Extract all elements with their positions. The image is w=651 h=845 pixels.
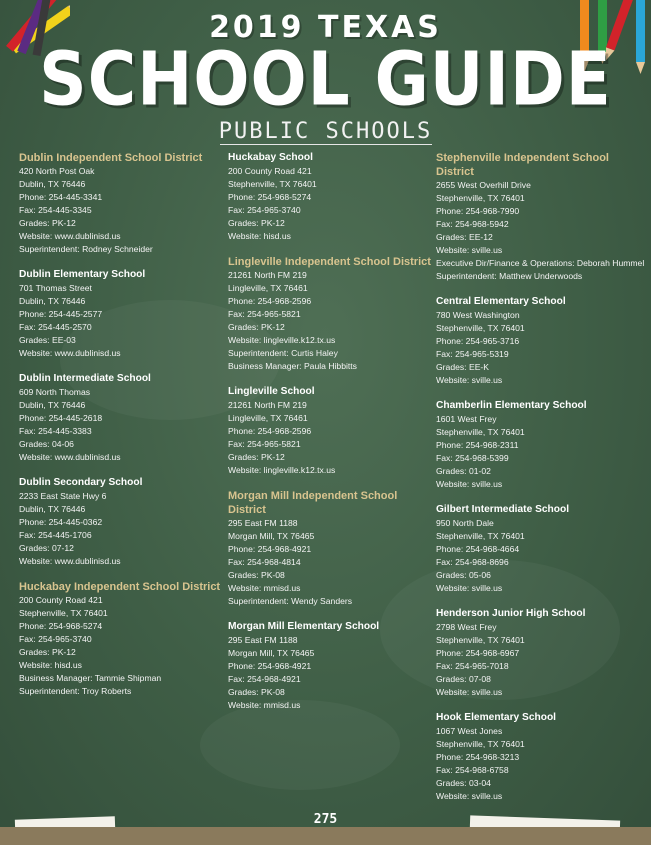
contact-line: Superintendent: Curtis Haley: [228, 348, 338, 358]
phone-line: Phone: 254-445-3341: [19, 192, 103, 202]
fax-line: Fax: 254-968-8696: [436, 557, 509, 567]
district-entry: [228, 255, 433, 373]
phone-line: Phone: 254-968-4921: [228, 661, 312, 671]
grades-line: Grades: PK-12: [228, 452, 285, 462]
school-name: Central Elementary School: [436, 296, 566, 307]
city-line: Stephenville, TX 76401: [436, 739, 525, 749]
website-line: Website: www.dublinisd.us: [19, 348, 121, 358]
fax-line: Fax: 254-965-5821: [228, 309, 301, 319]
district-name: Morgan Mill Independent School District: [228, 490, 398, 516]
school-entry: [19, 476, 224, 568]
fax-line: Fax: 254-965-5319: [436, 349, 509, 359]
website-line: Website: sville.us: [436, 791, 503, 801]
contact-line: Business Manager: Tammie Shipman: [19, 673, 162, 683]
phone-line: Phone: 254-968-5274: [228, 192, 312, 202]
website-line: Website: sville.us: [436, 583, 503, 593]
grades-line: Grades: PK-12: [228, 218, 285, 228]
school-name: Henderson Junior High School: [436, 608, 586, 619]
city-line: Stephenville, TX 76401: [436, 323, 525, 333]
grades-line: Grades: 05-06: [436, 570, 491, 580]
phone-line: Phone: 254-965-3716: [436, 336, 520, 346]
website-line: Website: hisd.us: [228, 231, 291, 241]
fax-line: Fax: 254-965-3740: [19, 634, 92, 644]
directory-column-2: [228, 151, 433, 724]
phone-line: Phone: 254-445-2577: [19, 309, 103, 319]
school-entry: [436, 503, 646, 595]
school-name: Gilbert Intermediate School: [436, 504, 570, 515]
city-line: Stephenville, TX 76401: [436, 635, 525, 645]
address-line: 295 East FM 1188: [228, 518, 298, 528]
fax-line: Fax: 254-968-5942: [436, 219, 509, 229]
district-name: Huckabay Independent School District: [19, 581, 221, 593]
phone-line: Phone: 254-968-2311: [436, 440, 519, 450]
city-line: Dublin, TX 76446: [19, 179, 86, 189]
grades-line: Grades: 07-08: [436, 674, 491, 684]
fax-line: Fax: 254-965-3740: [228, 205, 301, 215]
address-line: 609 North Thomas: [19, 387, 91, 397]
school-entry: [436, 295, 646, 387]
address-line: 21261 North FM 219: [228, 400, 307, 410]
website-line: Website: sville.us: [436, 375, 503, 385]
district-name: Stephenville Independent School District: [436, 152, 609, 178]
section-subtitle: PUBLIC SCHOOLS: [218, 119, 433, 144]
address-line: 1067 West Jones: [436, 726, 503, 736]
phone-line: Phone: 254-968-6967: [436, 648, 520, 658]
district-entry: [228, 489, 433, 608]
grades-line: Grades: EE-K: [436, 362, 490, 372]
grades-line: Grades: 03-04: [436, 778, 491, 788]
contact-line: Superintendent: Rodney Schneider: [19, 244, 153, 254]
contact-line: Executive Dir/Finance & Operations: Deborah Hummel: [436, 258, 645, 268]
school-name: Hook Elementary School: [436, 712, 557, 723]
website-line: Website: mmisd.us: [228, 583, 301, 593]
website-line: Website: sville.us: [436, 687, 503, 697]
fax-line: Fax: 254-968-4814: [228, 557, 301, 567]
website-line: Website: lingleville.k12.tx.us: [228, 335, 336, 345]
fax-line: Fax: 254-965-5821: [228, 439, 301, 449]
school-name: Dublin Secondary School: [19, 477, 143, 488]
website-line: Website: mmisd.us: [228, 700, 301, 710]
address-line: 701 Thomas Street: [19, 283, 92, 293]
school-name: Morgan Mill Elementary School: [228, 621, 380, 632]
city-line: Stephenville, TX 76401: [436, 531, 525, 541]
school-name: Lingleville School: [228, 386, 315, 397]
district-name: Dublin Independent School District: [19, 152, 203, 164]
grades-line: Grades: PK-08: [228, 570, 285, 580]
district-entry: [19, 580, 224, 698]
website-line: Website: hisd.us: [19, 660, 82, 670]
district-entry: [436, 151, 646, 283]
phone-line: Phone: 254-968-2596: [228, 426, 312, 436]
website-line: Website: www.dublinisd.us: [19, 452, 121, 462]
city-line: Lingleville, TX 76461: [228, 413, 308, 423]
website-line: Website: sville.us: [436, 245, 503, 255]
school-entry: [19, 372, 224, 464]
address-line: 950 North Dale: [436, 518, 494, 528]
school-entry: [436, 399, 646, 491]
address-line: 2655 West Overhill Drive: [436, 180, 531, 190]
grades-line: Grades: EE-12: [436, 232, 493, 242]
address-line: 780 West Washington: [436, 310, 520, 320]
grades-line: Grades: PK-12: [19, 647, 76, 657]
phone-line: Phone: 254-968-7990: [436, 206, 520, 216]
grades-line: Grades: 07-12: [19, 543, 74, 553]
phone-line: Phone: 254-968-5274: [19, 621, 103, 631]
grades-line: Grades: PK-08: [228, 687, 285, 697]
city-line: Dublin, TX 76446: [19, 400, 86, 410]
contact-line: Superintendent: Wendy Sanders: [228, 596, 353, 606]
city-line: Stephenville, TX 76401: [228, 179, 317, 189]
grades-line: Grades: EE-03: [19, 335, 76, 345]
city-line: Stephenville, TX 76401: [436, 193, 525, 203]
school-entry: [19, 268, 224, 360]
address-line: 200 County Road 421: [228, 166, 312, 176]
grades-line: Grades: PK-12: [19, 218, 76, 228]
city-line: Stephenville, TX 76401: [19, 608, 108, 618]
fax-line: Fax: 254-965-7018: [436, 661, 509, 671]
phone-line: Phone: 254-968-2596: [228, 296, 312, 306]
city-line: Dublin, TX 76446: [19, 504, 86, 514]
school-entry: [436, 607, 646, 699]
school-entry: [228, 385, 433, 477]
address-line: 1601 West Frey: [436, 414, 497, 424]
fax-line: Fax: 254-445-3383: [19, 426, 92, 436]
fax-line: Fax: 254-968-6758: [436, 765, 509, 775]
school-name: Dublin Elementary School: [19, 269, 146, 280]
city-line: Morgan Mill, TX 76465: [228, 531, 315, 541]
school-name: Dublin Intermediate School: [19, 373, 151, 384]
fax-line: Fax: 254-445-3345: [19, 205, 92, 215]
fax-line: Fax: 254-445-1706: [19, 530, 92, 540]
grades-line: Grades: PK-12: [228, 322, 285, 332]
grades-line: Grades: 04-06: [19, 439, 74, 449]
school-entry: [228, 151, 433, 243]
fax-line: Fax: 254-968-4921: [228, 674, 301, 684]
phone-line: Phone: 254-445-2618: [19, 413, 103, 423]
address-line: 200 County Road 421: [19, 595, 103, 605]
phone-line: Phone: 254-445-0362: [19, 517, 103, 527]
phone-line: Phone: 254-968-4921: [228, 544, 312, 554]
district-entry: [19, 151, 224, 256]
school-entry: [436, 711, 646, 803]
address-line: 21261 North FM 219: [228, 270, 307, 280]
subtitle-underline: [220, 144, 432, 145]
school-name: Chamberlin Elementary School: [436, 400, 587, 411]
website-line: Website: www.dublinisd.us: [19, 231, 121, 241]
directory-column-1: [19, 151, 224, 710]
page-number: 275: [313, 812, 338, 827]
address-line: 295 East FM 1188: [228, 635, 298, 645]
fax-line: Fax: 254-968-5399: [436, 453, 509, 463]
address-line: 420 North Post Oak: [19, 166, 95, 176]
main-title: SCHOOL GUIDE: [39, 36, 612, 123]
school-name: Huckabay School: [228, 152, 313, 163]
contact-line: Superintendent: Troy Roberts: [19, 686, 132, 696]
year-title: 2019 TEXAS: [209, 10, 442, 45]
city-line: Stephenville, TX 76401: [436, 427, 525, 437]
chalk-ledge: [0, 827, 651, 845]
school-entry: [228, 620, 433, 712]
fax-line: Fax: 254-445-2570: [19, 322, 92, 332]
phone-line: Phone: 254-968-3213: [436, 752, 520, 762]
website-line: Website: lingleville.k12.tx.us: [228, 465, 336, 475]
phone-line: Phone: 254-968-4664: [436, 544, 520, 554]
district-name: Lingleville Independent School District: [228, 256, 431, 268]
grades-line: Grades: 01-02: [436, 466, 491, 476]
address-line: 2798 West Frey: [436, 622, 497, 632]
website-line: Website: sville.us: [436, 479, 503, 489]
contact-line: Superintendent: Matthew Underwoods: [436, 271, 583, 281]
city-line: Dublin, TX 76446: [19, 296, 86, 306]
city-line: Lingleville, TX 76461: [228, 283, 308, 293]
directory-column-3: [436, 151, 646, 815]
city-line: Morgan Mill, TX 76465: [228, 648, 315, 658]
address-line: 2233 East State Hwy 6: [19, 491, 107, 501]
website-line: Website: www.dublinisd.us: [19, 556, 121, 566]
contact-line: Business Manager: Paula Hibbitts: [228, 361, 357, 371]
